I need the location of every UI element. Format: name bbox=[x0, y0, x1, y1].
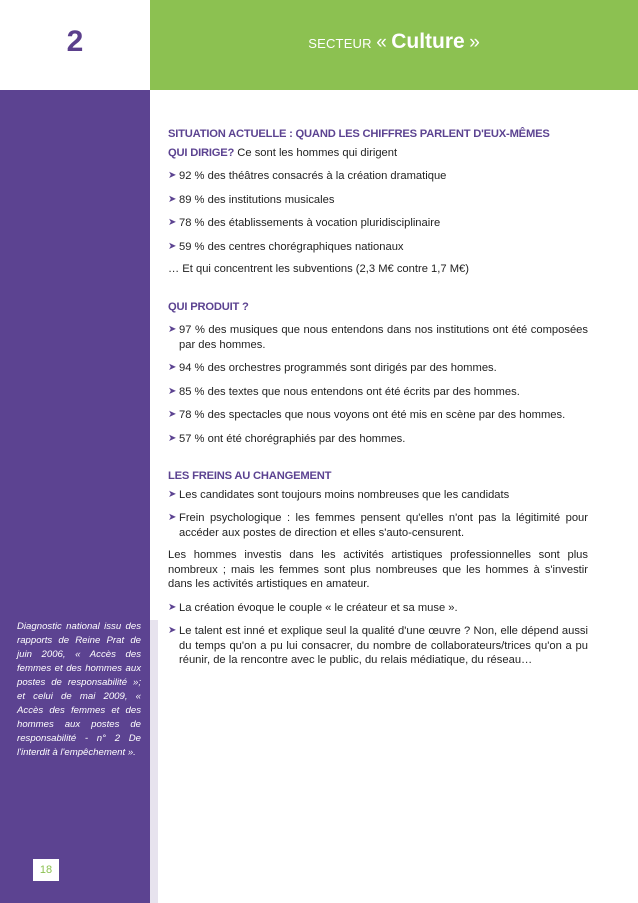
section3-paragraph: Les hommes investis dans les activités artistiques professionnelles sont plus nombreux ; mais les femmes sont plus nombreuses que les hommes à s'investir dans les activités artistiques en amateur. bbox=[168, 549, 588, 590]
list-item bbox=[168, 488, 588, 503]
list-item bbox=[168, 323, 588, 352]
section1-subtitle-strong: QUI DIRIGE? bbox=[168, 146, 235, 159]
section2-title: QUI PRODUIT ? bbox=[168, 300, 249, 313]
sidebar-stripe bbox=[150, 620, 158, 903]
list-item-text: Les candidates sont toujours moins nombreuses que les candidats bbox=[179, 488, 510, 501]
arrow-icon: ➤ bbox=[168, 324, 177, 335]
list-item-text: Frein psychologique : les femmes pensent qu'elles n'ont pas la légitimité pour accéder aux postes de direction et elles s'auto-censurent. bbox=[179, 512, 588, 539]
list-item-text: 89 % des institutions musicales bbox=[179, 193, 335, 206]
header-bar bbox=[150, 0, 638, 90]
list-item-text: 92 % des théâtres consacrés à la création dramatique bbox=[179, 170, 447, 182]
arrow-icon: ➤ bbox=[168, 625, 177, 636]
list-item bbox=[168, 408, 588, 423]
arrow-icon: ➤ bbox=[168, 409, 177, 420]
list-item-text: 94 % des orchestres programmés sont dirigés par des hommes. bbox=[179, 362, 497, 374]
arrow-icon: ➤ bbox=[168, 601, 177, 613]
arrow-icon: ➤ bbox=[168, 193, 177, 205]
list-item bbox=[168, 216, 588, 231]
header-title bbox=[150, 30, 638, 54]
list-item bbox=[168, 193, 588, 208]
section1-title: SITUATION ACTUELLE : QUAND LES CHIFFRES PARLENT D'EUX-MÊMES bbox=[168, 128, 550, 140]
list-item-text: 78 % des spectacles que nous voyons ont été mis en scène par des hommes. bbox=[179, 409, 566, 421]
arrow-icon: ➤ bbox=[168, 240, 177, 252]
header-close-quote: » bbox=[469, 32, 480, 53]
list-item-text: 57 % ont été chorégraphiés par des hommes. bbox=[179, 432, 406, 445]
list-item-text: 97 % des musiques que nous entendons dans nos institutions ont été composées par des hommes. bbox=[179, 324, 588, 351]
list-item bbox=[168, 624, 588, 668]
arrow-icon: ➤ bbox=[168, 385, 177, 397]
header-open-quote: « bbox=[376, 32, 387, 53]
list-item bbox=[168, 432, 588, 447]
section1-subtitle bbox=[168, 146, 588, 161]
arrow-icon: ➤ bbox=[168, 170, 177, 181]
arrow-icon: ➤ bbox=[168, 362, 177, 373]
section1-subtitle-rest: Ce sont les hommes qui dirigent bbox=[234, 146, 398, 159]
page-number: 18 bbox=[33, 859, 59, 881]
list-item bbox=[168, 511, 588, 540]
list-item bbox=[168, 361, 588, 376]
arrow-icon: ➤ bbox=[168, 432, 177, 444]
sidebar-note: Diagnostic national issu des rapports de Reine Prat de juin 2006, « Accès des femmes et des hommes aux postes de responsabilité »; et celui de mai 2009, « Accès des femmes et des hommes aux postes de responsabilité - n° 2 De l'interdit à l'empêchement ». bbox=[17, 621, 141, 758]
list-item-text: Le talent est inné et explique seul la qualité d'une œuvre ? Non, elle dépend aussi du temps qu'on a pu lui consacrer, du nombre de collaborateurs/trices qu'on a pu réunir, de la rencontre avec le public, du relais médiatique, du réseau… bbox=[179, 625, 588, 666]
section1-conclusion: … Et qui concentrent les subventions (2,3 M€ contre 1,7 M€) bbox=[168, 263, 469, 275]
header-sector: SECTEUR bbox=[308, 36, 372, 51]
list-item-text: 59 % des centres chorégraphiques nationaux bbox=[179, 240, 404, 253]
chapter-number: 2 bbox=[66, 25, 84, 58]
arrow-icon: ➤ bbox=[168, 488, 177, 500]
list-item-text: 85 % des textes que nous entendons ont été écrits par des hommes. bbox=[179, 385, 520, 398]
arrow-icon: ➤ bbox=[168, 217, 177, 228]
arrow-icon: ➤ bbox=[168, 512, 177, 523]
header-topic: Culture bbox=[391, 30, 465, 53]
list-item bbox=[168, 169, 588, 184]
list-item bbox=[168, 385, 588, 400]
section3-title: LES FREINS AU CHANGEMENT bbox=[168, 470, 332, 482]
list-item-text: 78 % des établissements à vocation pluridisciplinaire bbox=[179, 217, 441, 229]
sidebar bbox=[0, 90, 150, 903]
list-item-text: La création évoque le couple « le créateur et sa muse ». bbox=[179, 601, 458, 614]
list-item bbox=[168, 240, 588, 255]
chapter-box bbox=[0, 0, 150, 90]
list-item bbox=[168, 601, 588, 616]
main-content bbox=[168, 127, 588, 668]
